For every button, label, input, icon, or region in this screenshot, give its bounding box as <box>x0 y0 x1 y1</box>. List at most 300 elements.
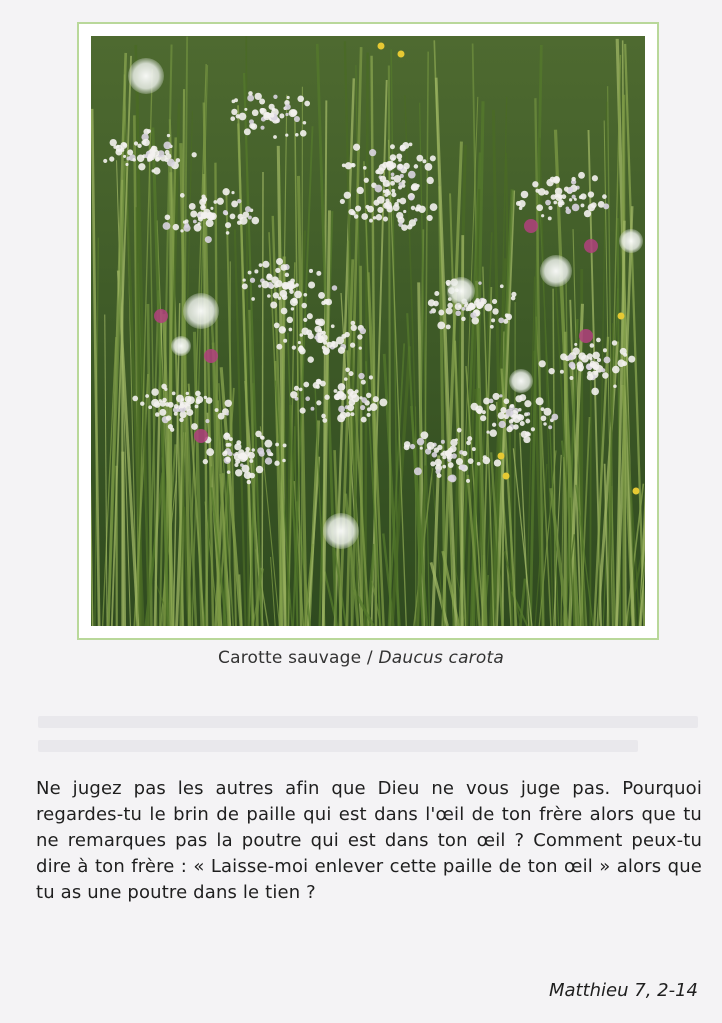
floret <box>203 459 208 464</box>
scripture-reference: Matthieu 7, 2-14 <box>548 980 698 1001</box>
floret <box>349 371 354 376</box>
floret <box>409 143 413 147</box>
floret <box>391 173 395 177</box>
floret <box>358 373 364 379</box>
floret <box>359 346 362 349</box>
floret <box>226 231 230 235</box>
floret <box>115 149 122 156</box>
floret <box>164 158 168 162</box>
floret <box>597 358 601 362</box>
floret <box>409 195 414 200</box>
floret <box>475 298 479 302</box>
floret <box>572 204 580 212</box>
floret <box>351 412 355 416</box>
floret <box>398 164 403 169</box>
floret <box>193 220 197 224</box>
floret <box>174 412 178 416</box>
floret <box>498 412 505 419</box>
floret <box>266 274 272 280</box>
floret <box>580 203 584 207</box>
clover-flower <box>579 329 593 343</box>
floret <box>215 408 219 412</box>
floret <box>344 192 351 199</box>
floret <box>396 212 403 219</box>
floret <box>206 448 214 456</box>
floret <box>275 280 282 287</box>
floret <box>320 381 326 387</box>
floret <box>309 269 313 273</box>
grass-stem <box>590 347 591 626</box>
floret <box>499 394 502 397</box>
floret <box>311 407 315 411</box>
floret <box>338 406 345 413</box>
floret <box>490 325 494 329</box>
floret <box>604 356 611 363</box>
floret <box>151 146 157 152</box>
floret <box>613 385 617 389</box>
floret <box>484 303 492 311</box>
floret <box>285 273 289 277</box>
floret <box>282 459 286 463</box>
floret <box>300 333 304 337</box>
floret <box>479 302 484 307</box>
floret <box>180 229 183 232</box>
grass-stem <box>361 266 362 626</box>
floret <box>275 443 279 447</box>
floret <box>478 281 481 284</box>
floret <box>259 263 263 267</box>
floret <box>551 414 558 421</box>
floret <box>354 214 359 219</box>
floret <box>225 222 231 228</box>
floret <box>201 197 207 203</box>
floret <box>441 440 445 444</box>
floret <box>195 391 201 397</box>
floret <box>587 374 594 381</box>
floret <box>251 448 255 452</box>
floret <box>571 177 575 181</box>
floret <box>334 394 340 400</box>
floret <box>187 396 195 404</box>
floret <box>628 356 635 363</box>
floret <box>591 202 597 208</box>
floret <box>282 282 290 290</box>
meadow-illustration <box>91 36 645 626</box>
floret <box>287 317 293 323</box>
floret <box>620 348 627 355</box>
clover-flower <box>524 219 538 233</box>
floret <box>231 109 237 115</box>
floret <box>551 194 556 199</box>
floret <box>612 340 617 345</box>
floret <box>260 126 264 130</box>
floret <box>126 156 130 160</box>
grass-stem <box>262 172 263 626</box>
floret <box>532 181 538 187</box>
clover-flower <box>584 239 598 253</box>
floret <box>322 418 327 423</box>
floret <box>420 447 423 450</box>
floret <box>430 203 438 211</box>
photo-frame <box>77 22 659 640</box>
clover-flower <box>194 429 208 443</box>
floret <box>235 452 238 455</box>
floret <box>504 398 510 404</box>
floret <box>217 198 224 205</box>
floret <box>248 452 255 459</box>
clover-flower <box>154 309 168 323</box>
floret <box>432 452 438 458</box>
floret <box>236 440 241 445</box>
floret <box>259 98 265 104</box>
floret <box>460 464 466 470</box>
floret <box>535 189 539 193</box>
floret <box>241 465 249 473</box>
floret <box>541 407 545 411</box>
floret <box>180 193 185 198</box>
floret <box>260 435 264 439</box>
floret <box>511 292 516 297</box>
floret <box>166 415 172 421</box>
floret <box>274 323 280 329</box>
floret <box>276 258 283 265</box>
floret <box>499 421 506 428</box>
floret <box>202 205 206 209</box>
floret <box>109 156 114 161</box>
floret <box>132 396 138 402</box>
floret <box>273 135 277 139</box>
floret <box>377 196 385 204</box>
floret <box>438 310 444 316</box>
floret <box>162 398 167 403</box>
buttercup-flower <box>503 473 510 480</box>
floret <box>231 200 238 207</box>
floret <box>226 413 229 416</box>
floret <box>183 225 190 232</box>
floret <box>151 388 158 395</box>
floret <box>342 164 346 168</box>
floret <box>389 164 393 168</box>
floret <box>294 116 300 122</box>
floret <box>512 414 517 419</box>
floret <box>462 451 467 456</box>
floret <box>170 428 174 432</box>
floret <box>416 155 423 162</box>
floret <box>230 116 235 121</box>
figure-caption <box>0 648 722 668</box>
floret <box>437 473 442 478</box>
floret <box>303 382 309 388</box>
floret <box>414 467 422 475</box>
floret <box>518 200 525 207</box>
buttercup-flower <box>618 313 625 320</box>
floret <box>377 207 383 213</box>
floret <box>248 91 253 96</box>
floret <box>590 343 595 348</box>
floret <box>285 104 291 110</box>
floret <box>155 412 160 417</box>
floret <box>466 479 470 483</box>
floret <box>299 345 303 349</box>
floret <box>509 419 514 424</box>
floret <box>498 317 504 323</box>
floret <box>163 222 171 230</box>
floret <box>152 169 155 172</box>
floret <box>350 342 355 347</box>
floret <box>519 394 526 401</box>
show-through-text <box>38 716 698 728</box>
floret <box>414 164 419 169</box>
floret <box>338 383 346 391</box>
floret <box>197 214 200 217</box>
floret <box>369 149 376 156</box>
floret <box>346 412 351 417</box>
floret <box>467 436 472 441</box>
floret <box>401 224 408 231</box>
floret <box>569 362 576 369</box>
floret <box>123 155 126 158</box>
floret <box>159 409 166 416</box>
floret <box>340 394 343 397</box>
floret <box>568 354 574 360</box>
caption-latin-name: Daucus carota <box>378 648 504 668</box>
floret <box>603 348 607 352</box>
floret <box>541 415 547 421</box>
floret <box>361 417 367 423</box>
floret <box>366 393 371 398</box>
floret <box>336 337 344 345</box>
floret <box>323 347 330 354</box>
floret <box>570 376 574 380</box>
floret <box>138 163 145 170</box>
scripture-quote: Ne jugez pas les autres afin que Dieu ne vous juge pas. Pourquoi regardes-tu le brin de paille qui est dans l'œil de ton frère alors que tu ne remarques pas la poutre qui est dans ton œil ? Comment peux-tu dire à ton frère : « Laisse-moi enlever cette paille de ton œil » alors que tu as une poutre dans le tien ? <box>36 778 702 903</box>
floret <box>308 281 315 288</box>
floret <box>287 96 290 99</box>
floret <box>228 452 233 457</box>
floret <box>154 401 161 408</box>
floret <box>142 139 149 146</box>
floret <box>539 360 546 367</box>
floret <box>430 461 435 466</box>
floret <box>470 312 476 318</box>
floret <box>464 304 467 307</box>
floret <box>461 307 465 311</box>
floret <box>113 145 117 149</box>
floret <box>351 321 356 326</box>
floret <box>191 423 198 430</box>
floret <box>173 224 179 230</box>
floret <box>373 216 376 219</box>
floret <box>396 153 402 159</box>
floret <box>198 217 203 222</box>
floret <box>477 462 481 466</box>
floret <box>304 101 310 107</box>
floret <box>494 459 501 466</box>
floret <box>450 439 457 446</box>
floret <box>603 203 609 209</box>
floret <box>245 447 250 452</box>
floret <box>227 470 231 474</box>
floret <box>291 307 294 310</box>
floret <box>492 393 499 400</box>
floret <box>317 318 325 326</box>
floret <box>245 206 251 212</box>
floret <box>223 433 230 440</box>
floret <box>235 469 242 476</box>
floret <box>244 108 247 111</box>
floret <box>428 299 435 306</box>
floret <box>480 415 486 421</box>
floret <box>239 454 247 462</box>
floret <box>305 396 310 401</box>
floret <box>270 301 277 308</box>
floret <box>553 177 560 184</box>
floret <box>393 175 401 183</box>
buttercup-flower <box>633 488 640 495</box>
floret <box>560 370 564 374</box>
floret <box>347 404 354 411</box>
floret <box>531 427 535 431</box>
floret <box>370 403 378 411</box>
floret <box>468 303 475 310</box>
dandelion-seedhead <box>171 336 191 356</box>
floret <box>205 419 209 423</box>
floret <box>256 466 263 473</box>
floret <box>360 405 365 410</box>
floret <box>140 402 144 406</box>
floret <box>297 95 304 102</box>
floret <box>357 187 364 194</box>
floret <box>285 113 288 116</box>
buttercup-flower <box>378 43 385 50</box>
floret <box>422 159 426 163</box>
floret <box>489 429 497 437</box>
floret <box>577 361 583 367</box>
floret <box>544 408 552 416</box>
floret <box>283 339 287 343</box>
floret <box>390 144 395 149</box>
floret <box>274 461 279 466</box>
floret <box>365 205 369 209</box>
floret <box>224 450 228 454</box>
floret <box>275 268 280 273</box>
floret <box>290 109 297 116</box>
floret <box>374 185 382 193</box>
floret <box>213 200 217 204</box>
floret <box>361 397 367 403</box>
floret <box>548 425 552 429</box>
floret <box>543 422 546 425</box>
floret <box>186 409 193 416</box>
floret <box>541 214 544 217</box>
floret <box>434 291 439 296</box>
floret <box>385 201 392 208</box>
floret <box>398 186 402 190</box>
show-through-text <box>38 740 638 752</box>
floret <box>134 141 138 145</box>
floret <box>303 293 307 297</box>
floret <box>258 285 261 288</box>
floret <box>348 394 354 400</box>
floret <box>334 389 338 393</box>
floret <box>303 318 307 322</box>
floret <box>536 204 543 211</box>
floret <box>403 210 406 213</box>
floret <box>231 191 234 194</box>
floret <box>195 405 199 409</box>
floret <box>483 457 491 465</box>
floret <box>389 160 393 164</box>
floret <box>383 217 388 222</box>
floret <box>360 328 366 334</box>
floret <box>408 171 416 179</box>
floret <box>468 458 474 464</box>
floret <box>591 388 599 396</box>
floret <box>492 299 497 304</box>
floret <box>601 368 605 372</box>
floret <box>524 412 528 416</box>
floret <box>264 440 272 448</box>
floret <box>298 341 301 344</box>
floret <box>254 269 258 273</box>
caption-separator: / <box>361 648 379 668</box>
floret <box>390 181 395 186</box>
floret <box>289 328 293 332</box>
floret <box>266 449 271 454</box>
floret <box>560 353 567 360</box>
floret <box>249 459 253 463</box>
floret <box>579 367 583 371</box>
floret <box>292 346 296 350</box>
floret <box>425 163 433 171</box>
floret <box>376 214 382 220</box>
floret <box>391 189 395 193</box>
floret <box>448 462 454 468</box>
floret <box>172 392 176 396</box>
floret <box>223 210 228 215</box>
floret <box>243 278 246 281</box>
floret <box>357 334 362 339</box>
floret <box>592 175 598 181</box>
floret <box>367 413 371 417</box>
floret <box>290 391 297 398</box>
floret <box>397 199 401 203</box>
floret <box>472 447 476 451</box>
floret <box>186 392 189 395</box>
floret <box>251 123 258 130</box>
floret <box>548 216 552 220</box>
floret <box>283 443 287 447</box>
floret <box>361 380 366 385</box>
floret <box>308 333 314 339</box>
floret <box>521 191 529 199</box>
floret <box>579 195 583 199</box>
floret <box>418 206 425 213</box>
floret <box>369 219 373 223</box>
floret <box>451 453 456 458</box>
floret <box>447 303 452 308</box>
floret <box>237 220 241 224</box>
floret <box>344 377 348 381</box>
floret <box>457 428 462 433</box>
floret <box>500 284 504 288</box>
floret <box>301 303 307 309</box>
floret <box>584 210 591 217</box>
floret <box>276 344 282 350</box>
floret <box>348 209 354 215</box>
floret <box>383 180 390 187</box>
floret <box>394 202 399 207</box>
